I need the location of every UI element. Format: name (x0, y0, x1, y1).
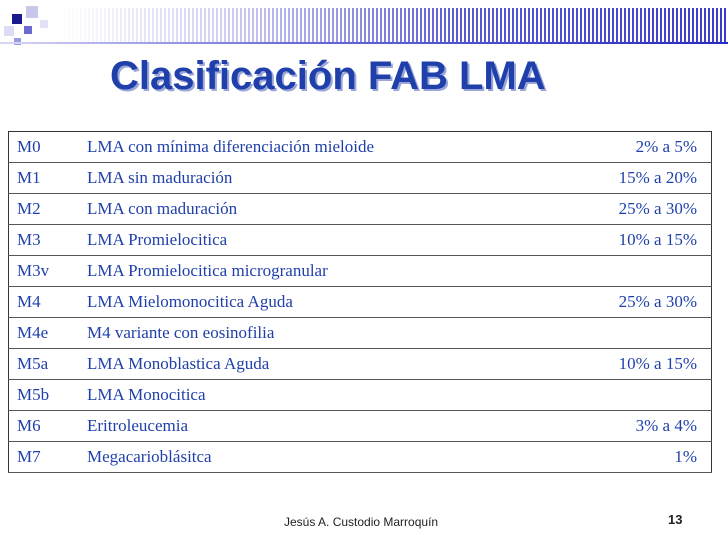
percent-cell (557, 380, 712, 411)
description-cell: LMA con maduración (79, 194, 557, 225)
decor-square-light-1 (26, 6, 38, 18)
percent-cell (557, 256, 712, 287)
code-cell: M4e (9, 318, 80, 349)
decor-square-dark-2 (24, 26, 32, 34)
code-cell: M6 (9, 411, 80, 442)
table-row (9, 256, 712, 287)
description-cell: LMA sin maduración (79, 163, 557, 194)
percent-cell (557, 318, 712, 349)
description-cell: LMA Promielocitica microgranular (79, 256, 557, 287)
code-cell: M0 (9, 132, 80, 163)
footer-author: Jesús A. Custodio Marroquín (284, 515, 439, 529)
code-cell: M1 (9, 163, 80, 194)
percent-cell: 10% a 15% (557, 349, 712, 380)
description-cell: LMA Monoblastica Aguda (79, 349, 557, 380)
code-cell: M3v (9, 256, 80, 287)
description-cell: Eritroleucemia (79, 411, 557, 442)
description-cell: Megacarioblásitca (79, 442, 557, 473)
description-cell: LMA Mielomonocitica Aguda (79, 287, 557, 318)
table-row (9, 287, 712, 318)
slide-title: Clasificación FAB LMA (110, 54, 546, 98)
table-row (9, 411, 712, 442)
percent-cell: 25% a 30% (557, 194, 712, 225)
table-row (9, 132, 712, 163)
description-cell: LMA con mínima diferenciación mieloide (79, 132, 557, 163)
code-cell: M3 (9, 225, 80, 256)
fab-table-body (9, 132, 712, 473)
percent-cell: 3% a 4% (557, 411, 712, 442)
code-cell: M4 (9, 287, 80, 318)
header-stripe-banner (60, 8, 728, 42)
percent-cell: 1% (557, 442, 712, 473)
percent-cell: 15% a 20% (557, 163, 712, 194)
table-row (9, 442, 712, 473)
table-row (9, 349, 712, 380)
header-rule (0, 42, 728, 44)
code-cell: M5a (9, 349, 80, 380)
table-row (9, 163, 712, 194)
fab-classification-table (8, 131, 712, 473)
decor-square-light-2 (4, 26, 14, 36)
table-row (9, 318, 712, 349)
percent-cell: 2% a 5% (557, 132, 712, 163)
table-row (9, 380, 712, 411)
description-cell: LMA Promielocitica (79, 225, 557, 256)
description-cell: LMA Monocitica (79, 380, 557, 411)
page-number: 13 (668, 512, 683, 527)
table-row (9, 194, 712, 225)
code-cell: M5b (9, 380, 80, 411)
description-cell: M4 variante con eosinofilia (79, 318, 557, 349)
table-row (9, 225, 712, 256)
code-cell: M2 (9, 194, 80, 225)
decor-square-dark-1 (12, 14, 22, 24)
percent-cell: 10% a 15% (557, 225, 712, 256)
percent-cell: 25% a 30% (557, 287, 712, 318)
code-cell: M7 (9, 442, 80, 473)
decor-square-light-3 (40, 20, 48, 28)
